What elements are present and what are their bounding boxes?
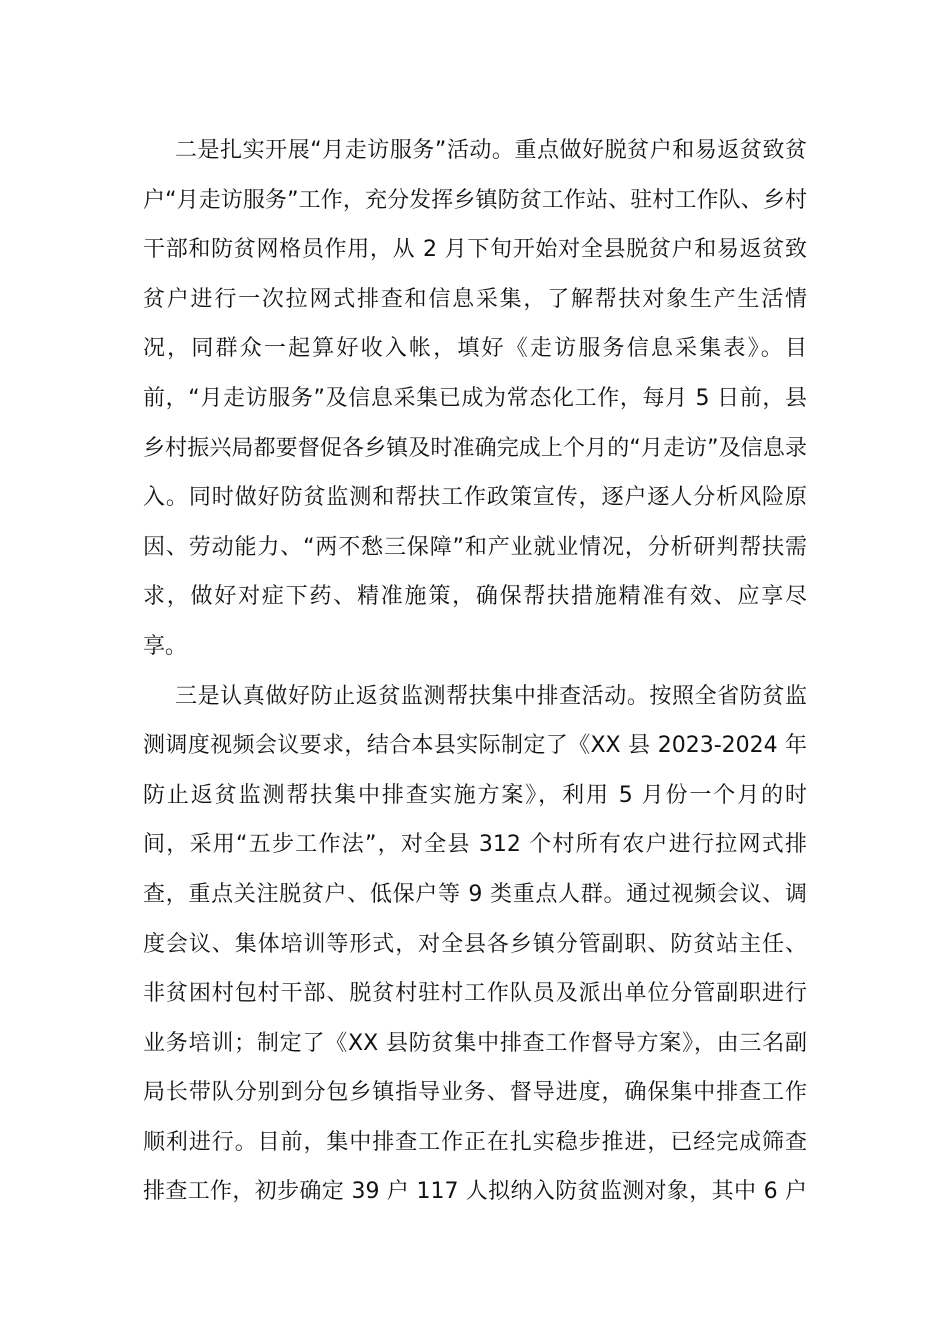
paragraph-line: 三是认真做好防止返贫监测帮扶集中排查活动。按照全省防贫监 — [175, 683, 807, 709]
paragraph-line: 非贫困村包村干部、脱贫村驻村工作队员及派出单位分管副职进行 — [143, 981, 807, 1007]
paragraph-line: 局长带队分别到分包乡镇指导业务、督导进度，确保集中排查工作 — [143, 1080, 807, 1106]
paragraph-line: 求，做好对症下药、精准施策，确保帮扶措施精准有效、应享尽 — [143, 584, 807, 610]
paragraph-line: 乡村振兴局都要督促各乡镇及时准确完成上个月的“月走访”及信息录 — [143, 435, 807, 461]
paragraph-line: 享。 — [143, 633, 188, 659]
paragraph-line: 间，采用“五步工作法”，对全县 312 个村所有农户进行拉网式排 — [143, 832, 807, 858]
paragraph-line: 贫户进行一次拉网式排查和信息采集，了解帮扶对象生产生活情 — [143, 286, 807, 312]
paragraph-line: 查，重点关注脱贫户、低保户等 9 类重点人群。通过视频会议、调 — [143, 881, 807, 907]
paragraph-line: 测调度视频会议要求，结合本县实际制定了《XX 县 2023-2024 年 — [143, 733, 807, 759]
paragraph-line: 防止返贫监测帮扶集中排查实施方案》，利用 5 月份一个月的时 — [143, 782, 807, 808]
paragraph-line: 入。同时做好防贫监测和帮扶工作政策宣传，逐户逐人分析风险原 — [143, 485, 807, 511]
paragraph-line: 排查工作，初步确定 39 户 117 人拟纳入防贫监测对象，其中 6 户 — [143, 1179, 807, 1205]
paragraph-line: 户“月走访服务”工作，充分发挥乡镇防贫工作站、驻村工作队、乡村 — [143, 187, 807, 213]
paragraph-line: 顺利进行。目前，集中排查工作正在扎实稳步推进，已经完成筛查 — [143, 1129, 807, 1155]
paragraph-centralized-screening — [143, 672, 807, 1218]
paragraph-line: 二是扎实开展“月走访服务”活动。重点做好脱贫户和易返贫致贫 — [175, 138, 807, 163]
paragraph-line: 因、劳动能力、“两不愁三保障”和产业就业情况，分析研判帮扶需 — [143, 534, 807, 560]
paragraph-line: 况，同群众一起算好收入帐，填好《走访服务信息采集表》。目 — [143, 336, 807, 362]
paragraph-line: 度会议、集体培训等形式，对全县各乡镇分管副职、防贫站主任、 — [143, 931, 807, 957]
paragraph-line: 前，“月走访服务”及信息采集已成为常态化工作，每月 5 日前，县 — [143, 385, 807, 411]
paragraph-line: 干部和防贫网格员作用，从 2 月下旬开始对全县脱贫户和易返贫致 — [143, 237, 807, 263]
paragraph-line: 业务培训；制定了《XX 县防贫集中排查工作督导方案》，由三名副 — [143, 1030, 807, 1056]
paragraph-monthly-visit-service — [143, 126, 807, 672]
document-body — [143, 126, 807, 1217]
